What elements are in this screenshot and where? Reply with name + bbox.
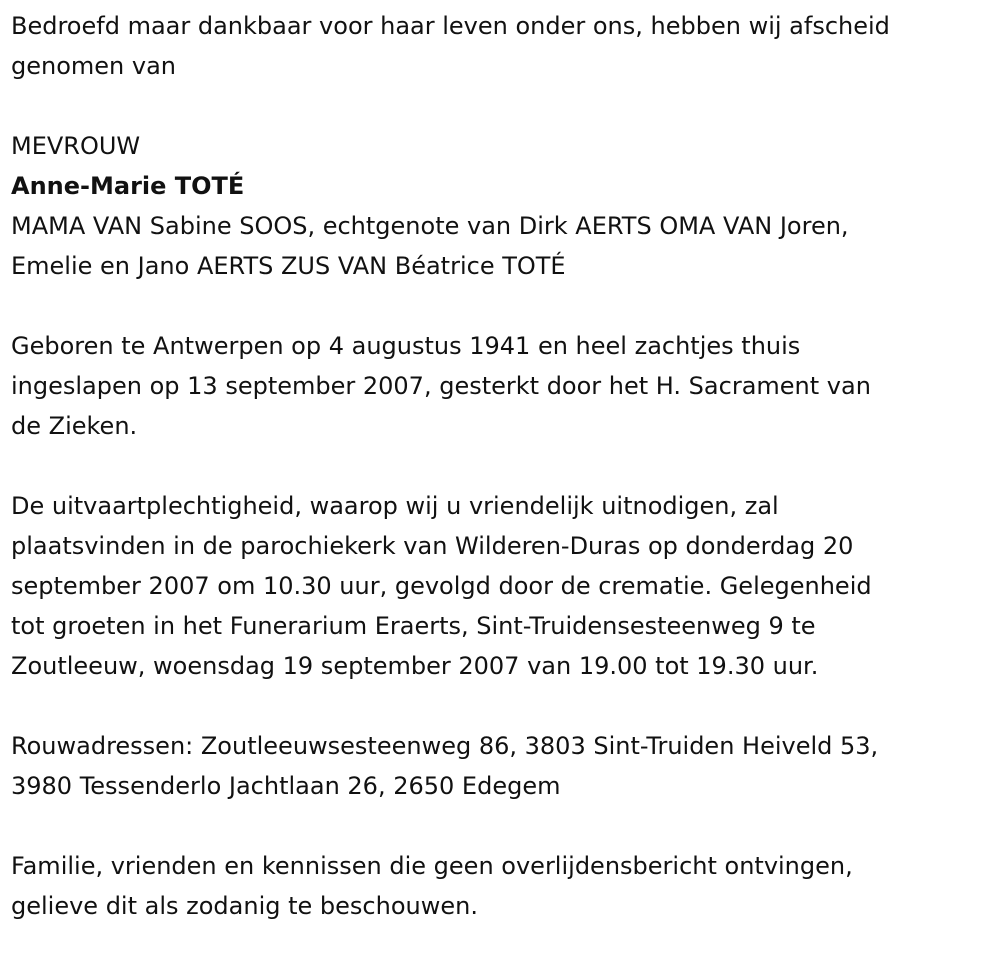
paragraph-gap bbox=[11, 286, 992, 326]
deceased-name: Anne-Marie TOTÉ bbox=[11, 172, 245, 200]
closing-paragraph bbox=[11, 846, 992, 926]
birth-line: Geboren te Antwerpen op 4 augustus 1941 en heel zachtjes thuis bbox=[11, 332, 801, 360]
closing-line: gelieve dit als zodanig te beschouwen. bbox=[11, 892, 478, 920]
title-block bbox=[11, 126, 992, 286]
funeral-paragraph bbox=[11, 486, 992, 686]
paragraph-gap bbox=[11, 446, 992, 486]
funeral-line: september 2007 om 10.30 uur, gevolgd door de crematie. Gelegenheid bbox=[11, 572, 872, 600]
honorific-title: MEVROUW bbox=[11, 132, 141, 160]
intro-line: genomen van bbox=[11, 52, 176, 80]
paragraph-gap bbox=[11, 86, 992, 126]
address-line: Rouwadressen: Zoutleeuwsesteenweg 86, 3803 Sint-Truiden Heiveld 53, bbox=[11, 732, 879, 760]
closing-line: Familie, vrienden en kennissen die geen overlijdensbericht ontvingen, bbox=[11, 852, 853, 880]
relations-line: MAMA VAN Sabine SOOS, echtgenote van Dirk AERTS OMA VAN Joren, bbox=[11, 212, 849, 240]
funeral-line: tot groeten in het Funerarium Eraerts, Sint-Truidensesteenweg 9 te bbox=[11, 612, 816, 640]
intro-paragraph bbox=[11, 6, 992, 86]
funeral-line: plaatsvinden in de parochiekerk van Wilderen-Duras op donderdag 20 bbox=[11, 532, 854, 560]
address-paragraph bbox=[11, 726, 992, 806]
funeral-line: De uitvaartplechtigheid, waarop wij u vriendelijk uitnodigen, zal bbox=[11, 492, 779, 520]
birth-line: ingeslapen op 13 september 2007, gesterkt door het H. Sacrament van bbox=[11, 372, 871, 400]
intro-line: Bedroefd maar dankbaar voor haar leven onder ons, hebben wij afscheid bbox=[11, 12, 890, 40]
funeral-line: Zoutleeuw, woensdag 19 september 2007 van 19.00 tot 19.30 uur. bbox=[11, 652, 819, 680]
paragraph-gap bbox=[11, 806, 992, 846]
birth-line: de Zieken. bbox=[11, 412, 138, 440]
relations-line: Emelie en Jano AERTS ZUS VAN Béatrice TOTÉ bbox=[11, 252, 566, 280]
address-line: 3980 Tessenderlo Jachtlaan 26, 2650 Edegem bbox=[11, 772, 561, 800]
birth-paragraph bbox=[11, 326, 992, 446]
paragraph-gap bbox=[11, 686, 992, 726]
